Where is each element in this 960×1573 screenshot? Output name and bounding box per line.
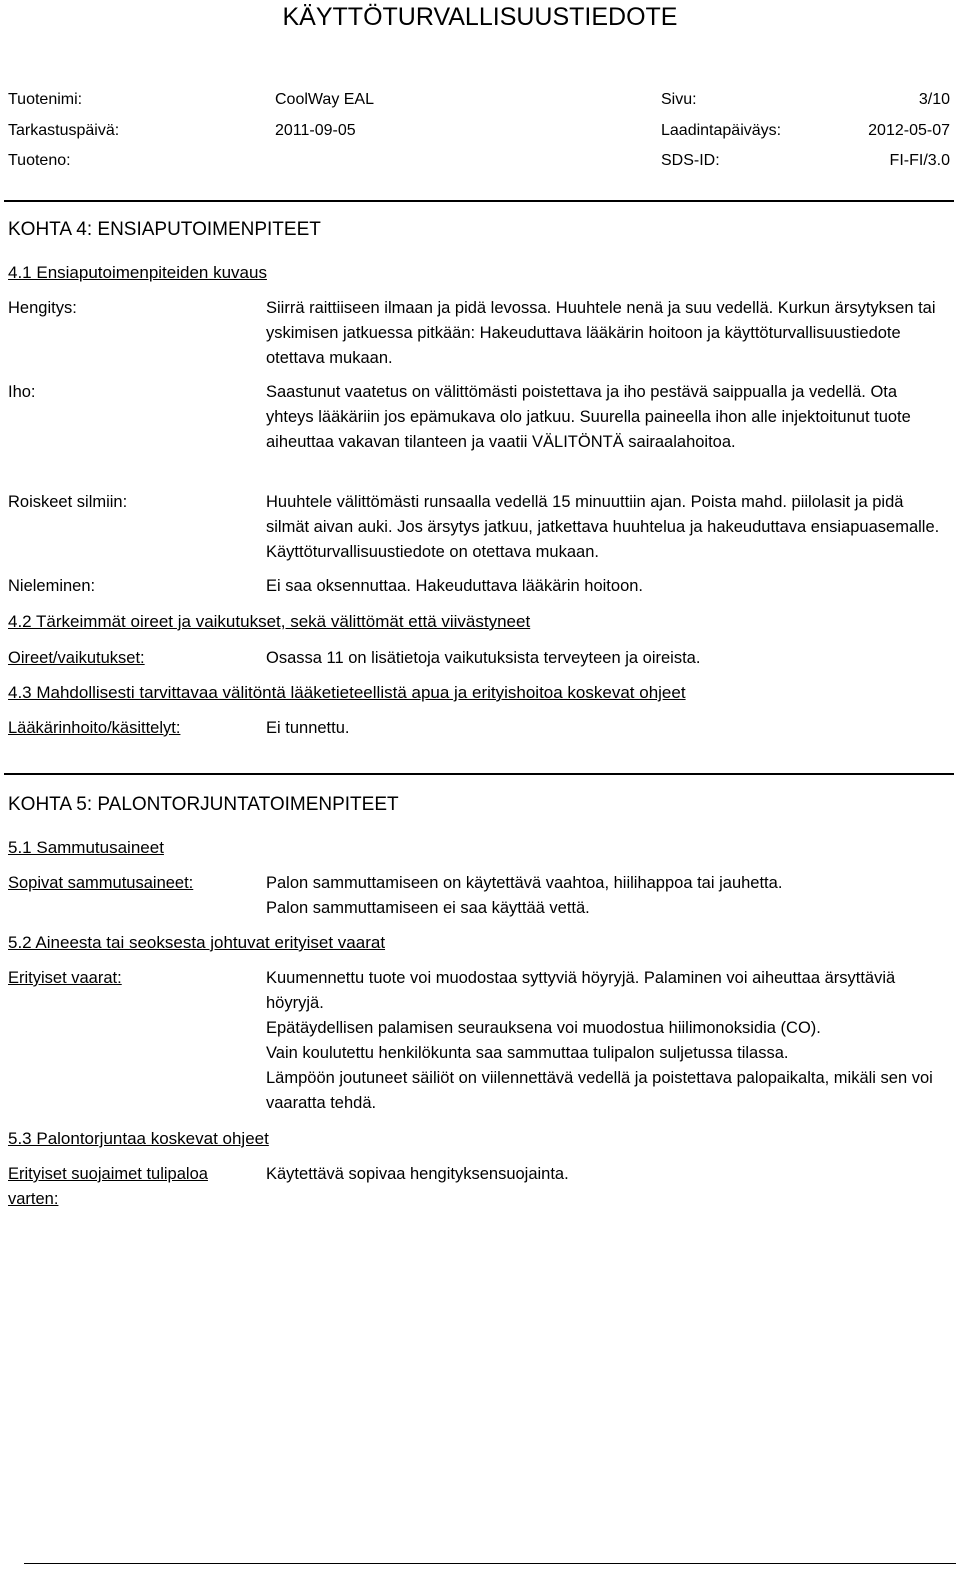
- symptoms-text: Osassa 11 on lisätietoja vaikutuksista terveyteen ja oireista.: [266, 649, 701, 667]
- section-4-title: KOHTA 4: ENSIAPUTOIMENPITEET: [8, 219, 321, 240]
- product-name-value: CoolWay EAL: [275, 91, 374, 108]
- section-5-3-title: 5.3 Palontorjuntaa koskevat ohjeet: [8, 1129, 269, 1148]
- section-5-2-title: 5.2 Aineesta tai seoksesta johtuvat erityiset vaarat: [8, 933, 386, 952]
- extinguishing-media-line: Palon sammuttamiseen on käytettävä vaahtoa, hiilihappoa tai jauhetta.: [266, 874, 783, 892]
- page-value: 3/10: [918, 91, 950, 108]
- special-hazards-label: Erityiset vaarat:: [8, 969, 122, 987]
- section-4-1-title: 4.1 Ensiaputoimenpiteiden kuvaus: [8, 263, 267, 282]
- special-hazards-line: Vain koulutettu henkilökunta saa sammuttaa tulipalon suljetussa tilassa.: [266, 1044, 789, 1062]
- protective-equipment-label: Erityiset suojaimet tulipaloa varten:: [8, 1165, 208, 1208]
- product-no-label: Tuoteno:: [8, 152, 71, 169]
- prepared-date-label: Laadintapäiväys:: [661, 122, 782, 139]
- skin-label: Iho:: [8, 383, 36, 401]
- page-label: Sivu:: [661, 91, 697, 108]
- inhalation-text: Siirrä raittiiseen ilmaan ja pidä levossa. Huuhtele nenä ja suu vedellä. Kurkun ärsytyksen tai yskimisen jatkuessa pitkään: Hakeuduttava lääkärin hoitoon ja käyttöturvallisuustiedote otettava mukaan.: [266, 299, 936, 367]
- ingestion-label: Nieleminen:: [8, 577, 96, 595]
- special-hazards-line: Kuumennettu tuote voi muodostaa syttyviä höyryjä. Palaminen voi aiheuttaa ärsyttäviä höyryjä.: [266, 969, 896, 1012]
- eyes-text: Huuhtele välittömästi runsaalla vedellä 15 minuuttiin ajan. Poista mahd. piilolasit ja pidä silmät aivan auki. Jos ärsytys jatkuu, jatkettava huuhtelua ja hakeuduttava ensiapuasemalle. Käyttöturvallisuustiedote on otettava mukaan.: [266, 493, 940, 561]
- revision-date-value: 2011-09-05: [275, 122, 356, 139]
- special-hazards-text: [266, 966, 946, 1116]
- inhalation-label: Hengitys:: [8, 299, 77, 317]
- special-hazards-line: Lämpöön joutuneet säiliöt on viilennettävä vedellä ja poistettava palopaikalta, mikäli sen voi vaaratta tehdä.: [266, 1069, 933, 1112]
- extinguishing-media-text: [266, 871, 946, 921]
- eyes-label: Roiskeet silmiin:: [8, 493, 128, 511]
- treatment-label: Lääkärinhoito/käsittelyt:: [8, 719, 181, 737]
- product-name-label: Tuotenimi:: [8, 91, 83, 108]
- treatment-text: Ei tunnettu.: [266, 719, 350, 737]
- header-divider: [4, 200, 954, 202]
- section-5-title: KOHTA 5: PALONTORJUNTATOIMENPITEET: [8, 794, 399, 815]
- skin-text: Saastunut vaatetus on välittömästi poistettava ja iho pestävä saippualla ja vedellä. Ota yhteys lääkäriin jos epämukava olo jatkuu. Suurella paineella ihon alle injektoitunut tuote aiheuttaa vakavan tilanteen ja vaatii VÄLITÖNTÄ sairaalahoitoa.: [266, 383, 911, 451]
- sds-id-value: FI-FI/3.0: [889, 152, 950, 169]
- revision-date-label: Tarkastuspäivä:: [8, 122, 120, 139]
- symptoms-label: Oireet/vaikutukset:: [8, 649, 145, 667]
- ingestion-text: Ei saa oksennuttaa. Hakeuduttava lääkärin hoitoon.: [266, 577, 644, 595]
- document-title: KÄYTTÖTURVALLISUUSTIEDOTE: [282, 3, 678, 31]
- prepared-date-value: 2012-05-07: [868, 122, 950, 139]
- section-4-2-title: 4.2 Tärkeimmät oireet ja vaikutukset, sekä välittömät että viivästyneet: [8, 612, 531, 631]
- special-hazards-line: Epätäydellisen palamisen seurauksena voi muodostua hiilimonoksidia (CO).: [266, 1019, 821, 1037]
- section-divider: [4, 773, 954, 775]
- protective-equipment-text: Käytettävä sopivaa hengityksensuojainta.: [266, 1165, 569, 1183]
- section-5-1-title: 5.1 Sammutusaineet: [8, 838, 164, 857]
- sds-id-label: SDS-ID:: [661, 152, 720, 169]
- footer-line: [24, 1563, 956, 1564]
- section-4-3-title: 4.3 Mahdollisesti tarvittavaa välitöntä lääketieteellistä apua ja erityishoitoa koskevat ohjeet: [8, 683, 686, 702]
- extinguishing-media-label: Sopivat sammutusaineet:: [8, 874, 194, 892]
- extinguishing-media-line: Palon sammuttamiseen ei saa käyttää vettä.: [266, 899, 590, 917]
